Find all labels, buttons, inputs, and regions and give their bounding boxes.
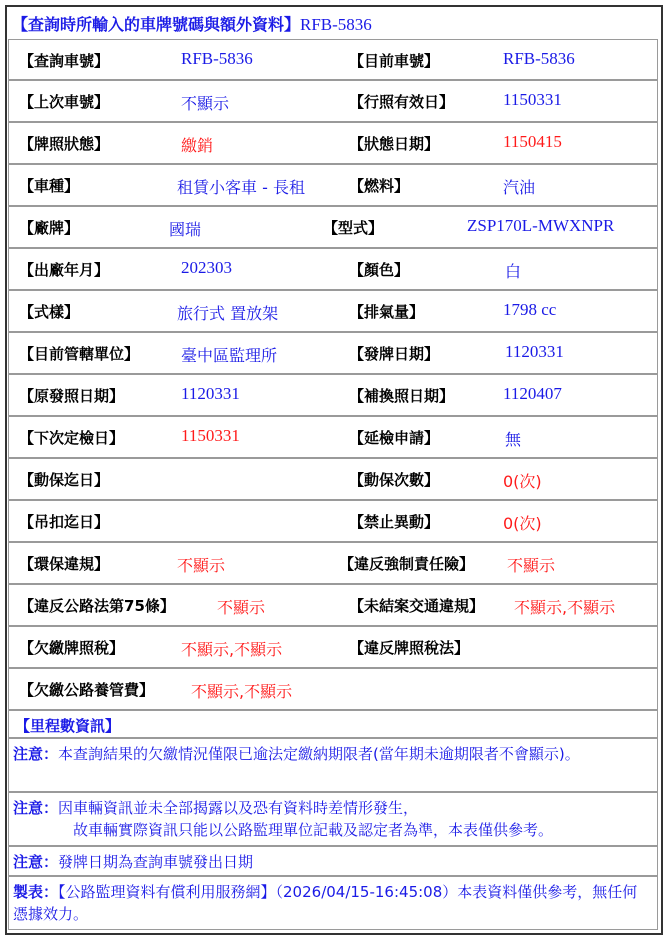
label-inspection-extension: 【延檢申請】 (349, 429, 440, 447)
note-2 (8, 792, 658, 846)
value-manufacture-date: 202303 (181, 258, 232, 277)
label-plate-status: 【牌照狀態】 (19, 135, 110, 153)
label-open-traffic-violations: 【未結案交通違規】 (349, 597, 485, 615)
mileage-section (8, 710, 658, 738)
value-insurance-violation: 不顯示 (507, 556, 556, 575)
label-insurance-violation: 【違反強制責任險】 (339, 555, 475, 573)
label-suspension-end-date: 【吊扣迄日】 (19, 513, 110, 531)
value-license-valid-date: 1150331 (503, 90, 562, 109)
footer-content: 【公路監理資料有償利用服務網】（2026/04/15-16:45:08）本表資料僅供參考，無任何憑據效力。 (13, 883, 638, 923)
row-previous-plate (8, 80, 658, 122)
header-title (12, 12, 372, 35)
footer (8, 876, 658, 930)
label-previous-plate: 【上次車號】 (19, 93, 110, 111)
label-environmental-violation: 【環保違規】 (19, 555, 110, 573)
value-brand: 國瑞 (169, 220, 202, 239)
label-displacement: 【排氣量】 (349, 303, 425, 321)
note-3-text (13, 851, 649, 873)
note-3 (8, 846, 658, 876)
value-jurisdiction: 臺中區監理所 (181, 346, 278, 365)
note-2-content-1: 因車輛資訊並未全部揭露以及恐有資料時差情形發生， (58, 799, 419, 817)
note-3-label: 注意： (13, 853, 59, 871)
value-unpaid-road-fee: 不顯示,不顯示 (191, 682, 293, 701)
label-chattel-end-date: 【動保迄日】 (19, 471, 110, 489)
row-body-style (8, 290, 658, 332)
value-issue-date: 1120331 (505, 342, 564, 361)
footer-label: 製表： (13, 883, 59, 901)
row-plate (8, 39, 658, 80)
value-environmental-violation: 不顯示 (177, 556, 226, 575)
value-inspection-extension: 無 (505, 430, 522, 449)
label-status-date: 【狀態日期】 (349, 135, 440, 153)
mileage-title: 【里程數資訊】 (15, 717, 121, 735)
value-vehicle-type: 租賃小客車 - 長租 (177, 178, 305, 197)
row-jurisdiction (8, 332, 658, 374)
label-color: 【顏色】 (349, 261, 410, 279)
value-fuel: 汽油 (503, 178, 536, 197)
label-query-plate: 【查詢車號】 (19, 52, 110, 70)
label-body-style: 【式樣】 (19, 303, 80, 321)
value-query-plate: RFB-5836 (181, 49, 253, 68)
note-2-label: 注意： (13, 799, 59, 817)
value-model: ZSP170L-MWXNPR (467, 216, 615, 235)
label-fuel: 【燃料】 (349, 177, 410, 195)
row-environmental (8, 542, 658, 584)
row-road-fee (8, 668, 658, 710)
value-displacement: 1798 cc (503, 300, 557, 319)
row-vehicle-type (8, 164, 658, 206)
value-replacement-date: 1120407 (503, 384, 562, 403)
value-color: 白 (505, 262, 522, 281)
value-unpaid-license-tax: 不顯示,不顯示 (181, 640, 283, 659)
label-next-inspection: 【下次定檢日】 (19, 429, 125, 447)
label-vehicle-type: 【車種】 (19, 177, 80, 195)
note-2-line-1 (13, 797, 649, 819)
label-model: 【型式】 (323, 219, 384, 237)
note-1-content: 本查詢結果的欠繳情況僅限已逾法定繳納期限者(當年期未逾期限者不會顯示)。 (58, 745, 580, 763)
label-license-valid-date: 【行照有效日】 (349, 93, 455, 111)
row-plate-status (8, 122, 658, 164)
value-highway-act-75: 不顯示 (217, 598, 266, 617)
header-label: 【查詢時所輸入的車牌號碼與額外資料】 (12, 15, 301, 34)
label-unpaid-road-fee: 【欠繳公路養管費】 (19, 681, 155, 699)
row-next-inspection (8, 416, 658, 458)
note-1-text (13, 743, 649, 765)
value-open-traffic-violations: 不顯示,不顯示 (514, 598, 616, 617)
footer-text (13, 881, 649, 925)
value-transfer-ban: 0(次) (503, 514, 542, 533)
row-original-issue-date (8, 374, 658, 416)
row-manufacture-date (8, 248, 658, 290)
label-license-tax-violation: 【違反牌照稅法】 (349, 639, 470, 657)
row-brand (8, 206, 658, 248)
value-next-inspection: 1150331 (181, 426, 240, 445)
label-manufacture-date: 【出廠年月】 (19, 261, 110, 279)
label-chattel-count: 【動保次數】 (349, 471, 440, 489)
label-original-issue-date: 【原發照日期】 (19, 387, 125, 405)
note-3-content: 發牌日期為查詢車號發出日期 (58, 853, 254, 871)
note-2-line-2: 故車輛實際資訊只能以公路監理單位記載及認定者為準，本表僅供參考。 (73, 821, 554, 839)
label-transfer-ban: 【禁止異動】 (349, 513, 440, 531)
value-original-issue-date: 1120331 (181, 384, 240, 403)
row-highway-act (8, 584, 658, 626)
note-1-label: 注意： (13, 745, 59, 763)
label-replacement-date: 【補換照日期】 (349, 387, 455, 405)
value-previous-plate: 不顯示 (181, 94, 230, 113)
header-plate: RFB-5836 (300, 15, 372, 34)
value-plate-status: 繳銷 (181, 136, 214, 155)
label-jurisdiction: 【目前管轄單位】 (19, 345, 140, 363)
note-1 (8, 738, 658, 792)
row-suspension (8, 500, 658, 542)
label-highway-act-75: 【違反公路法第75條】 (19, 597, 175, 615)
value-chattel-count: 0(次) (503, 472, 542, 491)
row-license-tax (8, 626, 658, 668)
label-brand: 【廠牌】 (19, 219, 80, 237)
value-status-date: 1150415 (503, 132, 562, 151)
label-current-plate: 【目前車號】 (349, 52, 440, 70)
value-current-plate: RFB-5836 (503, 49, 575, 68)
label-unpaid-license-tax: 【欠繳牌照稅】 (19, 639, 125, 657)
value-body-style: 旅行式 置放架 (177, 304, 279, 323)
row-chattel-mortgage (8, 458, 658, 500)
label-issue-date: 【發牌日期】 (349, 345, 440, 363)
